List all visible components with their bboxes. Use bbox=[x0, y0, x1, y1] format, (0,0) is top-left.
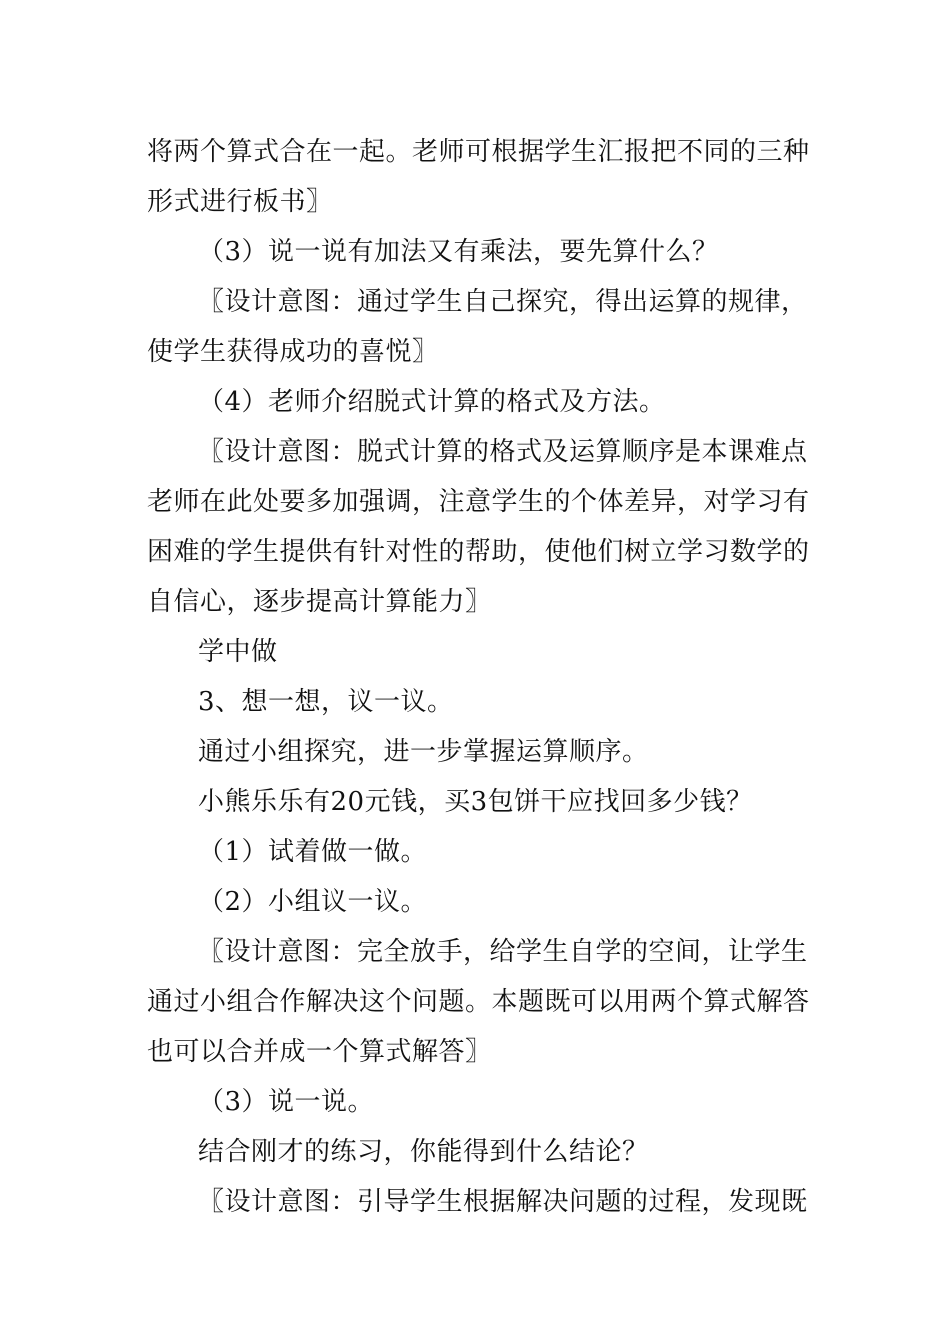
paragraph-line: （3）说一说。 bbox=[198, 1087, 375, 1117]
section-heading: 学中做 bbox=[198, 637, 278, 667]
design-intent-line: 困难的学生提供有针对性的帮助，使他们树立学习数学的 bbox=[147, 537, 810, 567]
design-intent-line: 〖设计意图：引导学生根据解决问题的过程，发现既 bbox=[198, 1187, 808, 1217]
paragraph-line: 形式进行板书〗 bbox=[147, 187, 333, 217]
design-intent-line: 〖设计意图：完全放手，给学生自学的空间，让学生 bbox=[198, 937, 808, 967]
paragraph-line: 3、想一想，议一议。 bbox=[198, 687, 454, 717]
paragraph-line: 通过小组探究，进一步掌握运算顺序。 bbox=[198, 737, 649, 767]
design-intent-line: 使学生获得成功的喜悦〗 bbox=[147, 337, 439, 367]
design-intent-line: 〖设计意图：脱式计算的格式及运算顺序是本课难点 bbox=[198, 437, 808, 467]
paragraph-line: （1）试着做一做。 bbox=[198, 837, 428, 867]
paragraph-line: 将两个算式合在一起。老师可根据学生汇报把不同的三种 bbox=[147, 137, 810, 167]
paragraph-line: （2）小组议一议。 bbox=[198, 887, 428, 917]
paragraph-line: （4）老师介绍脱式计算的格式及方法。 bbox=[198, 387, 666, 417]
paragraph-line: （3）说一说有加法又有乘法，要先算什么？ bbox=[198, 237, 719, 267]
design-intent-line: 自信心，逐步提高计算能力〗 bbox=[147, 587, 492, 617]
paragraph-line: 结合刚才的练习，你能得到什么结论？ bbox=[198, 1137, 649, 1167]
design-intent-line: 也可以合并成一个算式解答〗 bbox=[147, 1037, 492, 1067]
design-intent-line: 通过小组合作解决这个问题。本题既可以用两个算式解答 bbox=[147, 987, 810, 1017]
problem-line: 小熊乐乐有20元钱，买3包饼干应找回多少钱？ bbox=[198, 787, 753, 817]
design-intent-line: 〖设计意图：通过学生自己探究，得出运算的规律， bbox=[198, 287, 808, 317]
design-intent-line: 老师在此处要多加强调，注意学生的个体差异，对学习有 bbox=[147, 487, 810, 517]
